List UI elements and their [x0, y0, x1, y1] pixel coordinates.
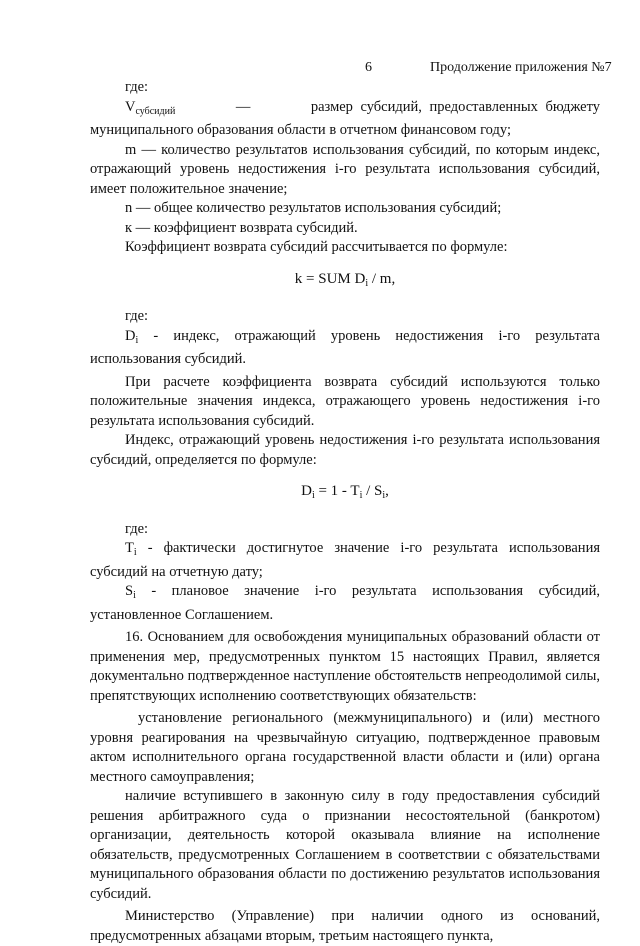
k-formula: k = SUM $D_i$ / m, [294, 270, 396, 289]
v-definition-rest: муниципального образования области в отчетном финансовом году; [90, 122, 511, 138]
court-decision-paragraph: наличие вступившего в законную силу в году предоставления субсидий решения арбитражного суда о признании несостоятельной (банкротом) организации, деятельность которой оказывала влияние на исполнение обязательств, предусмотренных Соглашением в соответствии с обязательствами муниципального образования области по достижению результатов использования субсидий. [90, 788, 600, 902]
paragraph-16: 16. Основанием для освобождения муниципальных образований области от применения мер, предусмотренных пунктом 15 настоящих Правил, является документально подтвержденное наступление обстоятельств непреодолимой силы, препятствующих исполнению соответствующих обязательств: [90, 629, 600, 704]
k-definition: к — коэффициент возврата субсидий. [125, 219, 358, 236]
d-definition: $D_i$ - индекс, отражающий уровень недостижения i-го результата использования субсидий. [90, 327, 600, 367]
v-definition-line: $V_{субсидий}$ — размер субсидий, предоставленных бюджету [125, 98, 600, 117]
n-definition: n — общее количество результатов использования субсидий; [125, 200, 502, 216]
t-definition: $T_i$ - фактически достигнутое значение i-го результата использования субсидий на отчетную дату; [90, 540, 600, 580]
page-number: 6 [365, 60, 372, 75]
d-formula: $D_i = 1 - T_i / S_i$, [301, 483, 389, 501]
calc-paragraph: При расчете коэффициента возврата субсидий используются только положительные значения индекса, отражающего уровень недостижения i-го результата использования субсидий. [90, 373, 600, 429]
where-label: где: [125, 520, 149, 537]
where-label: где: [125, 79, 149, 95]
where-label: где: [125, 308, 149, 324]
v-symbol: $V_{субсидий}$ [125, 98, 176, 117]
s-definition: $S_i$ - плановое значение i-го результата использования субсидий, установленное Соглашением. [90, 583, 600, 623]
m-definition: m — количество результатов использования субсидий, по которым индекс, отражающий уровень недостижения i-го результата использования субсидий, имеет положительное значение; [90, 141, 600, 197]
emergency-paragraph: установление регионального (межмуниципального) и (или) местного уровня реагирования на чрезвычайную ситуацию, подтвержденное правовым актом исполнительного органа государственной власти области и (или) органа местного самоуправления; [90, 710, 600, 785]
k-formula-intro: Коэффициент возврата субсидий рассчитывается по формуле: [125, 239, 508, 255]
appendix-continuation-label: Продолжение приложения №7 [430, 60, 612, 75]
ministry-paragraph: Министерство (Управление) при наличии одного из оснований, предусмотренных абзацами вторым, третьим настоящего пункта, [90, 908, 600, 944]
document-body [90, 78, 600, 946]
index-paragraph: Индекс, отражающий уровень недостижения i-го результата использования субсидий, определяется по формуле: [90, 432, 600, 468]
